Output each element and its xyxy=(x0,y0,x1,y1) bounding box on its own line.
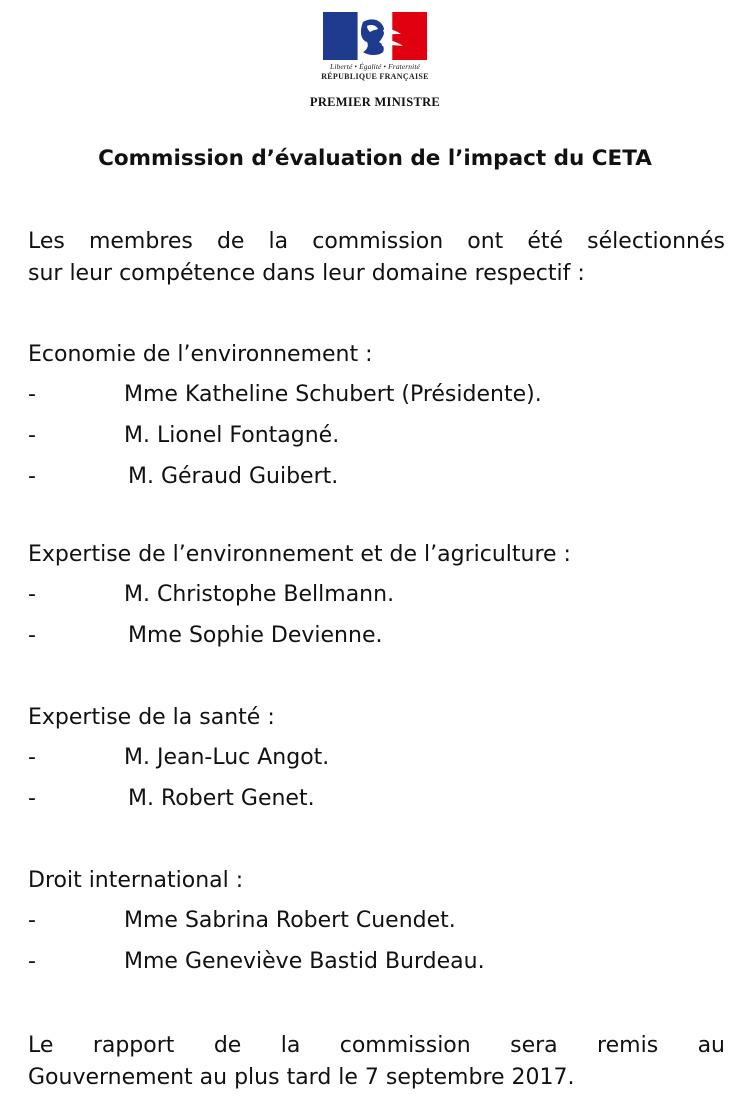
closing-line-1: Le rapport de la commission sera remis au xyxy=(28,1033,725,1058)
list-dash: - xyxy=(28,786,36,811)
marianne-logo xyxy=(323,12,427,60)
document-title: Commission d’évaluation de l’impact du CETA xyxy=(98,146,652,171)
member-item xyxy=(28,906,728,947)
republic-motto: Liberté • Égalité • Fraternité xyxy=(330,62,420,71)
member-item xyxy=(28,380,728,421)
ministry-name: PREMIER MINISTRE xyxy=(309,95,441,109)
section-title: Expertise de l’environnement et de l’agriculture : xyxy=(28,542,571,567)
member-name: M. Robert Genet. xyxy=(128,786,315,811)
member-item xyxy=(28,743,728,784)
section-environnement-agriculture xyxy=(28,540,728,662)
flag-blue-band xyxy=(323,12,358,60)
member-name: Mme Katheline Schubert (Présidente). xyxy=(124,382,542,407)
flag-red-band xyxy=(392,12,427,60)
list-dash: - xyxy=(28,745,36,770)
document-header xyxy=(0,12,750,110)
member-name: Mme Sabrina Robert Cuendet. xyxy=(124,908,456,933)
member-item xyxy=(28,947,728,988)
intro-line-1: Les membres de la commission ont été sélectionnés xyxy=(28,229,725,254)
section-droit-international xyxy=(28,866,728,988)
member-name: M. Géraud Guibert. xyxy=(128,464,339,489)
list-dash: - xyxy=(28,949,36,974)
list-dash: - xyxy=(28,582,36,607)
member-item xyxy=(28,580,728,621)
closing-line-2: Gouvernement au plus tard le 7 septembre 2017. xyxy=(28,1065,575,1090)
list-dash: - xyxy=(28,908,36,933)
intro-line-2: sur leur compétence dans leur domaine respectif : xyxy=(28,261,585,286)
member-name: M. Lionel Fontagné. xyxy=(124,423,340,448)
member-item xyxy=(28,784,728,825)
member-item xyxy=(28,621,728,662)
section-title: Droit international : xyxy=(28,868,244,893)
member-name: M. Jean-Luc Angot. xyxy=(124,745,330,770)
section-title: Expertise de la santé : xyxy=(28,705,275,730)
republic-name: RÉPUBLIQUE FRANÇAISE xyxy=(321,72,429,81)
list-dash: - xyxy=(28,382,36,407)
closing-paragraph xyxy=(28,1030,725,1094)
list-dash: - xyxy=(28,464,36,489)
section-sante xyxy=(28,703,728,825)
section-economie xyxy=(28,340,728,503)
intro-paragraph xyxy=(28,226,725,290)
member-item xyxy=(28,421,728,462)
list-dash: - xyxy=(28,623,36,648)
member-name: Mme Geneviève Bastid Burdeau. xyxy=(124,949,485,974)
member-name: M. Christophe Bellmann. xyxy=(124,582,395,607)
section-title: Economie de l’environnement : xyxy=(28,342,373,367)
member-item xyxy=(28,462,728,503)
list-dash: - xyxy=(28,423,36,448)
member-name: Mme Sophie Devienne. xyxy=(128,623,383,648)
